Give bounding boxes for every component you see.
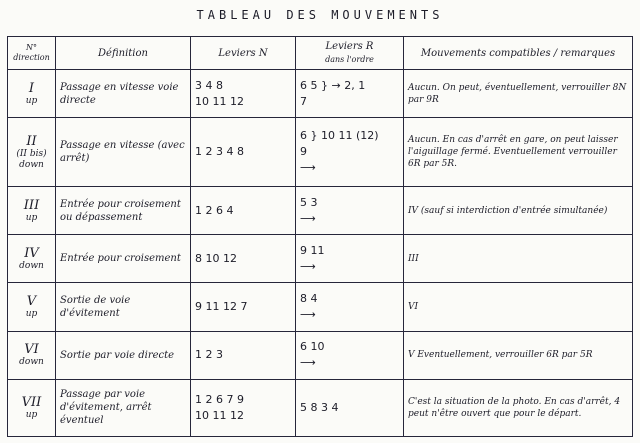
row-definition: Entrée pour croisement ou dépassement (56, 187, 191, 235)
header-levers-r (296, 37, 404, 70)
levers-n-line: 10 11 12 (195, 408, 244, 422)
header-remarks: Mouvements compatibles / remarques (404, 37, 633, 70)
levers-n-line: 10 11 12 (195, 94, 244, 108)
header-levers-r-sub: dans l'ordre (325, 55, 374, 64)
levers-n-line: 1 2 3 (195, 348, 223, 362)
header-levers-r-label: Leviers R (325, 41, 374, 52)
document-title: TABLEAU DES MOUVEMENTS (196, 8, 444, 22)
row-number (8, 70, 56, 118)
row-definition: Passage par voie d'évitement, arrêt éventuel (56, 379, 191, 436)
row-remarks: Aucun. On peut, éventuellement, verrouiller 8N par 9R (404, 70, 633, 118)
row-direction: down (19, 260, 44, 271)
row-definition: Sortie par voie directe (56, 331, 191, 379)
movements-table (7, 36, 633, 437)
table-row (8, 235, 633, 283)
row-levers-n (191, 379, 296, 436)
row-levers-r (296, 331, 404, 379)
table-row (8, 283, 633, 331)
row-levers-r (296, 187, 404, 235)
row-remarks: V Eventuellement, verrouiller 6R par 5R (404, 331, 633, 379)
levers-r-line: 7 (300, 94, 307, 108)
header-number: N° direction (8, 37, 56, 70)
row-direction: (II bis) down (16, 148, 47, 170)
levers-n-line: 1 2 6 4 (195, 203, 234, 217)
table-header-row (8, 37, 633, 70)
row-number (8, 331, 56, 379)
arrow-right-icon: ⟶ (300, 161, 316, 175)
row-num-label: VII (21, 394, 42, 410)
row-levers-n (191, 187, 296, 235)
row-direction: up (25, 95, 38, 106)
row-levers-r (296, 283, 404, 331)
row-definition: Entrée pour croisement (56, 235, 191, 283)
row-definition: Sortie de voie d'évitement (56, 283, 191, 331)
row-num-label: III (23, 197, 40, 213)
levers-n-line: 1 2 6 7 9 (195, 392, 244, 406)
row-num-label: VI (24, 342, 39, 358)
row-definition: Passage en vitesse (avec arrêt) (56, 118, 191, 187)
row-direction: up (25, 308, 38, 319)
levers-n-line: 1 2 3 4 8 (195, 145, 244, 159)
row-num-label: V (26, 293, 37, 309)
row-number (8, 283, 56, 331)
arrow-right-icon: ⟶ (300, 211, 316, 225)
arrow-right-icon: ⟶ (300, 259, 316, 273)
table-row (8, 331, 633, 379)
row-remarks: Aucun. En cas d'arrêt en gare, on peut laisser l'aiguillage fermé. Eventuellement verrouiller 6R par 5R. (404, 118, 633, 187)
row-number (8, 235, 56, 283)
levers-n-line: 3 4 8 (195, 78, 223, 92)
levers-r-line: 5 8 3 4 (300, 400, 339, 414)
row-levers-n (191, 118, 296, 187)
row-num-label: II (26, 133, 37, 149)
header-definition: Définition (56, 37, 191, 70)
row-direction: down (19, 357, 44, 368)
row-remarks: III (404, 235, 633, 283)
table-row (8, 187, 633, 235)
row-levers-n (191, 235, 296, 283)
levers-r-line: 6 } 10 11 (12) (300, 129, 379, 143)
row-levers-n (191, 331, 296, 379)
header-levers-n: Leviers N (191, 37, 296, 70)
arrow-right-icon: ⟶ (300, 307, 316, 321)
row-definition: Passage en vitesse voie directe (56, 70, 191, 118)
row-levers-r (296, 70, 404, 118)
table-row (8, 118, 633, 187)
levers-n-line: 8 10 12 (195, 251, 237, 265)
row-levers-r (296, 118, 404, 187)
row-remarks: VI (404, 283, 633, 331)
row-number (8, 187, 56, 235)
row-number (8, 118, 56, 187)
row-direction: up (25, 212, 38, 223)
row-remarks: C'est la situation de la photo. En cas d'arrêt, 4 peut n'être ouvert que pour le départ. (404, 379, 633, 436)
row-num-label: IV (24, 245, 39, 261)
levers-r-line: 9 11 (300, 243, 325, 257)
row-remarks: IV (sauf si interdiction d'entrée simultanée) (404, 187, 633, 235)
row-levers-r (296, 235, 404, 283)
row-levers-r (296, 379, 404, 436)
row-direction: up (25, 409, 38, 420)
levers-n-line: 9 11 12 7 (195, 299, 248, 313)
levers-r-line: 6 5 } → 2, 1 (300, 78, 366, 92)
table-row (8, 70, 633, 118)
table-row (8, 379, 633, 436)
row-levers-n (191, 283, 296, 331)
row-number (8, 379, 56, 436)
levers-r-line: 6 10 (300, 340, 325, 354)
row-num-label: I (28, 80, 35, 96)
levers-r-line: 9 (300, 145, 307, 159)
levers-r-line: 5 3 (300, 195, 318, 209)
arrow-right-icon: ⟶ (300, 356, 316, 370)
row-levers-n (191, 70, 296, 118)
levers-r-line: 8 4 (300, 291, 318, 305)
